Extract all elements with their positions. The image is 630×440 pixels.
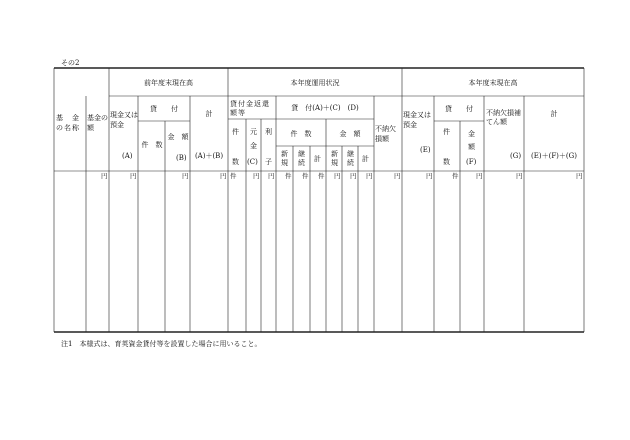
- fund-amount-header: 基金の額: [87, 114, 108, 132]
- repay-count-su: 数: [232, 158, 239, 166]
- amount-new: 新規: [331, 150, 338, 167]
- unit-end-count: 件: [452, 172, 459, 180]
- unit-end-amount: 円: [476, 172, 483, 180]
- page-label: その2: [61, 59, 80, 67]
- unit-repay-count: 件: [230, 172, 237, 180]
- footnote: 注1 本様式は、育英資金貸付等を設置した場合に用いること。: [61, 340, 262, 348]
- unit-fund-amount: 円: [101, 172, 108, 180]
- deposit-a-header: 現金又は預金: [110, 111, 138, 129]
- unit-count-total: 件: [318, 172, 325, 180]
- unit-amount-total: 円: [366, 172, 373, 180]
- mark-e: (E): [420, 146, 431, 154]
- loan-count-header: 件 数: [290, 130, 312, 138]
- unit-total-ab: 円: [220, 172, 227, 180]
- unit-deposit-a: 円: [130, 172, 137, 180]
- unit-count-new: 件: [285, 172, 292, 180]
- repay-count-ken: 件: [232, 128, 239, 136]
- amount-continued: 継続: [347, 150, 354, 167]
- unit-interest: 円: [268, 172, 275, 180]
- interest-shi: 子: [265, 158, 272, 166]
- unit-grand-total: 円: [576, 172, 583, 180]
- mark-g: (G): [510, 152, 522, 160]
- mark-a: (A): [122, 152, 133, 160]
- count-new: 新規: [281, 150, 288, 167]
- count-total: 計: [314, 155, 321, 163]
- deposit-e-header: 現金又は預金: [403, 111, 431, 129]
- end-loan-header: 貸 付: [445, 105, 473, 113]
- unit-unpaid: 円: [516, 172, 523, 180]
- mark-c: (C): [247, 158, 258, 166]
- amount-total: 計: [362, 155, 369, 163]
- mark-f: (F): [466, 158, 477, 166]
- total-header: 計: [205, 110, 213, 118]
- amount-header: 金 額: [167, 133, 189, 141]
- mark-b: (B): [176, 154, 187, 162]
- fund-name-header: 基 金の名称: [56, 114, 80, 132]
- unit-loss: 円: [394, 172, 401, 180]
- total-ab: (A)＋(B): [194, 152, 224, 160]
- principal-gan: 元: [250, 128, 257, 136]
- unit-amount-new: 円: [334, 172, 341, 180]
- unit-principal: 円: [253, 172, 260, 180]
- interest-ri: 利: [265, 128, 272, 136]
- unit-amount-cont: 円: [350, 172, 357, 180]
- count-header: 件 数: [141, 141, 163, 149]
- loss-header: 不納欠損額: [375, 125, 396, 143]
- grand-total-header: 計: [550, 110, 558, 118]
- end-amount-header: 金額: [468, 130, 475, 151]
- loan-acd-header: 貸 付(A)＋(C) (D): [291, 104, 359, 112]
- unit-count-cont: 件: [302, 172, 309, 180]
- principal-kin: 金: [250, 142, 257, 150]
- repayment-header: 貸付金返還額等: [230, 100, 270, 117]
- unit-amount-b: 円: [182, 172, 189, 180]
- count-continued: 継続: [298, 150, 305, 167]
- end-group-header: 本年度末現在高: [468, 79, 518, 87]
- prev-group-header: 前年度末現在高: [144, 79, 193, 87]
- end-count-su: 数: [443, 158, 450, 166]
- unpaid-header: 不納欠損補てん額: [486, 109, 521, 126]
- loan-amount-header: 金 額: [339, 130, 361, 138]
- end-count-ken: 件: [443, 128, 450, 136]
- unit-deposit-e: 円: [426, 172, 433, 180]
- current-group-header: 本年度運用状況: [290, 79, 340, 87]
- total-efg: (E)＋(F)＋(G): [531, 152, 577, 160]
- loan-header: 貸 付: [150, 105, 178, 113]
